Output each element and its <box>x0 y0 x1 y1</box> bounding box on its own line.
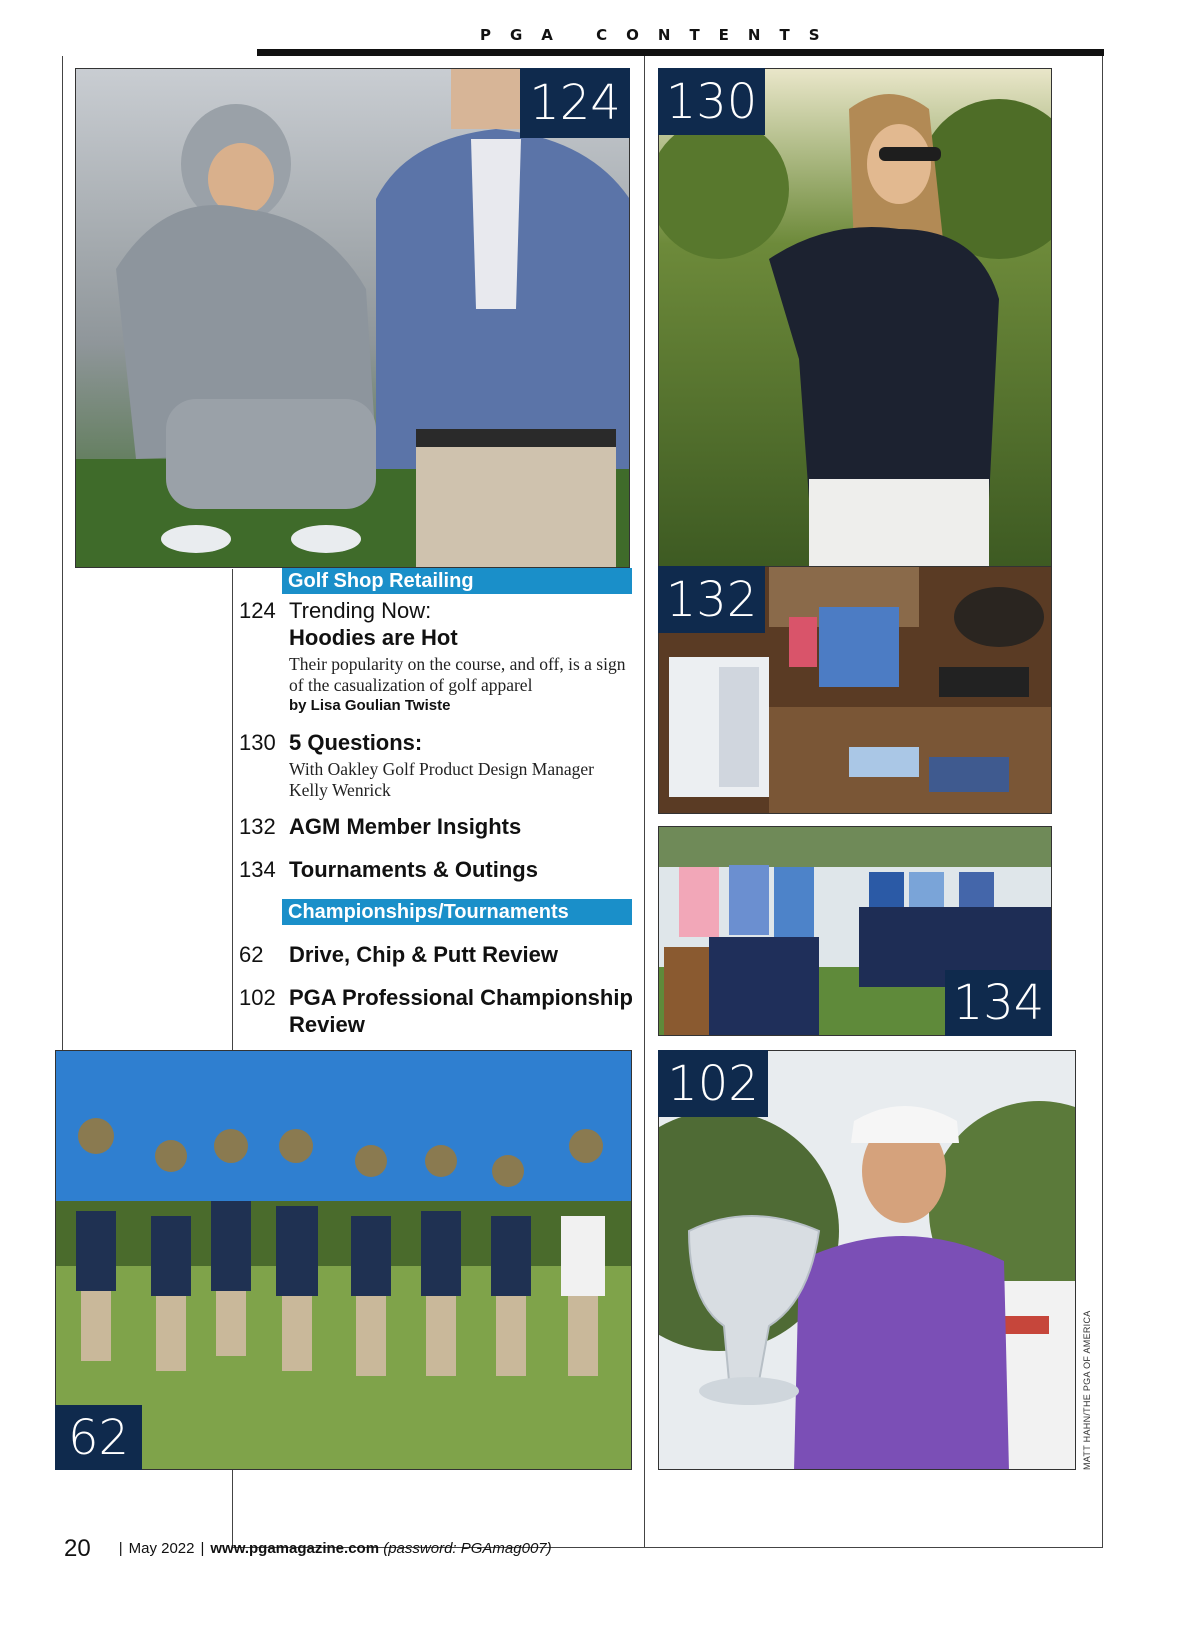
issue-date: May 2022 <box>128 1539 195 1557</box>
section-header-championships: Championships/Tournaments <box>282 899 632 925</box>
page-badge-102: 102 <box>658 1050 768 1117</box>
toc-dek-5-questions: With Oakley Golf Product Design Manager Kelly Wenrick <box>289 759 594 800</box>
column-divider-line <box>644 56 645 1548</box>
toc-page-number: 124 <box>239 598 276 623</box>
photo-credit: MATT HAHN/THE PGA OF AMERICA <box>1082 1310 1092 1470</box>
toc-page-number: 102 <box>239 985 276 1010</box>
designer-illustration <box>659 69 1052 568</box>
website-link[interactable]: www.pgamagazine.com <box>210 1539 380 1557</box>
toc-title-agm-insights[interactable]: AGM Member Insights <box>289 814 522 839</box>
frame-left-line <box>62 56 63 1050</box>
toc-byline: by Lisa Goulian Twiste <box>289 697 451 714</box>
toc-title-drive-chip-putt[interactable]: Drive, Chip & Putt Review <box>289 942 558 967</box>
page-badge-134: 134 <box>945 970 1052 1036</box>
running-head: PGA CONTENTS <box>480 26 839 44</box>
header-rule <box>257 49 1104 56</box>
toc-title-pga-professional-championship[interactable]: PGA Professional Championship Review <box>289 985 633 1037</box>
toc-title-5-questions[interactable]: 5 Questions: <box>289 730 423 755</box>
page-badge-124: 124 <box>520 68 630 138</box>
drive-chip-putt-illustration <box>56 1051 632 1470</box>
photo-oakley-designer <box>658 68 1052 568</box>
toc-page-number: 134 <box>239 857 276 882</box>
page-footer <box>64 1535 552 1563</box>
password-note: (password: PGAmag007) <box>383 1539 552 1557</box>
folio: 20 <box>64 1535 91 1562</box>
toc-page-number: 62 <box>239 942 264 967</box>
frame-right-line <box>1102 56 1103 1548</box>
toc-page-number: 132 <box>239 814 276 839</box>
toc-page-number: 130 <box>239 730 276 755</box>
page-badge-130: 130 <box>658 68 765 135</box>
toc-dek-hoodies: Their popularity on the course, and off, is a sign of the casualization of golf apparel <box>289 654 626 695</box>
photo-hoodies <box>75 68 630 568</box>
hoodies-illustration <box>76 69 630 568</box>
toc-title-hoodies[interactable]: Hoodies are Hot <box>289 625 458 650</box>
footer-separator: | <box>118 1539 123 1557</box>
page-badge-132: 132 <box>658 566 765 633</box>
section-header-golf-shop-retailing: Golf Shop Retailing <box>282 568 632 594</box>
page-badge-62: 62 <box>55 1405 142 1470</box>
footer-separator: | <box>200 1539 205 1557</box>
toc-kicker: Trending Now: <box>289 598 432 623</box>
toc-title-tournaments-outings[interactable]: Tournaments & Outings <box>289 857 538 882</box>
